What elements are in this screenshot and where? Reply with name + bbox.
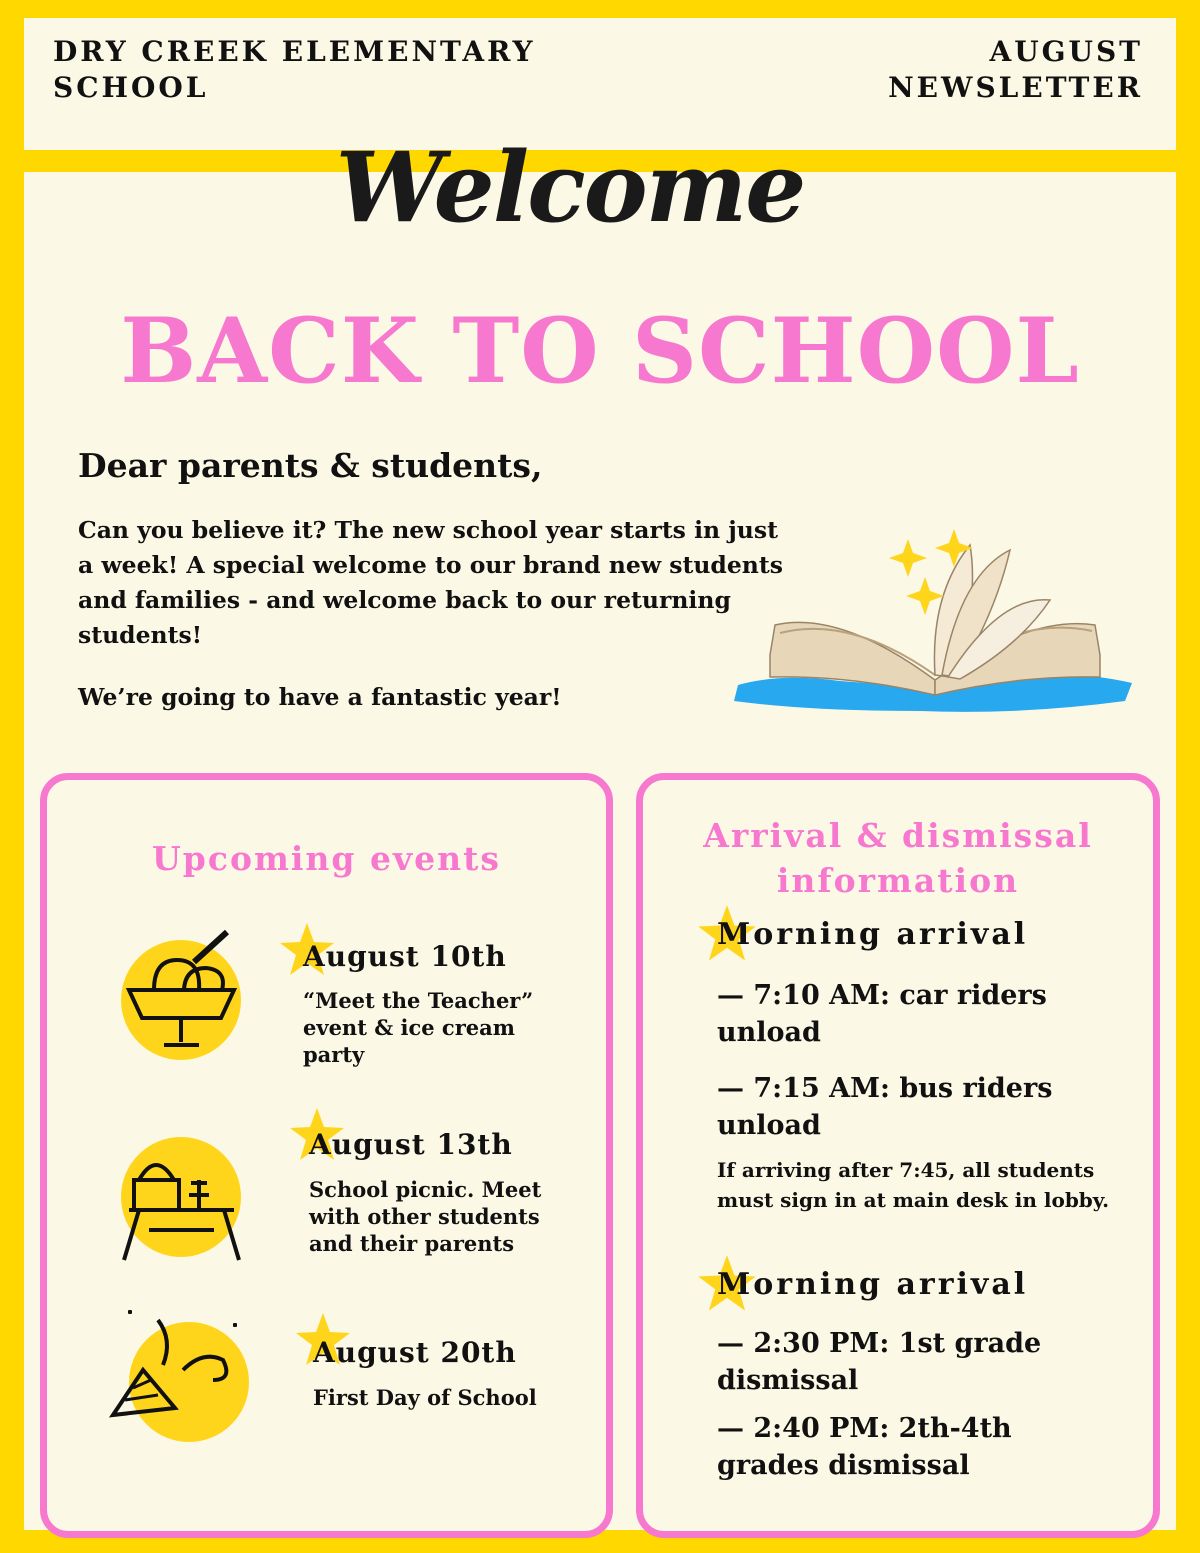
schedule-item: — 2:30 PM: 1st grade dismissal	[717, 1328, 1042, 1396]
letter-greeting: Dear parents & students,	[78, 446, 543, 485]
schedule-item: — 7:10 AM: car riders unload	[717, 980, 1047, 1048]
arrival-dismissal-panel	[636, 773, 1160, 1538]
schedule-item: — 2:40 PM: 2th-4th grades dismissal	[717, 1413, 1012, 1481]
schedule-item: — 7:15 AM: bus riders unload	[717, 1073, 1053, 1141]
event-description: First Day of School	[313, 1385, 537, 1410]
school-name: DRY CREEK ELEMENTARY SCHOOL	[53, 35, 536, 104]
welcome-script-title: Welcome	[335, 131, 805, 244]
arrival-dismissal-title: Arrival & dismissal information	[703, 816, 1093, 900]
party-popper-icon	[103, 1300, 253, 1450]
event-date: August 10th	[303, 940, 507, 973]
ice-cream-icon	[109, 920, 259, 1070]
upcoming-events-panel	[40, 773, 613, 1538]
event-description: School picnic. Meet with other students and their parents	[309, 1177, 542, 1256]
dismissal-heading: Morning arrival	[717, 1267, 1029, 1302]
letter-closing: We’re going to have a fantastic year!	[78, 683, 562, 711]
event-date: August 20th	[313, 1336, 517, 1369]
late-arrival-note: If arriving after 7:45, all students must sign in at main desk in lobby.	[717, 1158, 1110, 1212]
picnic-table-icon	[109, 1125, 259, 1275]
newsletter-issue: AUGUST NEWSLETTER	[888, 35, 1143, 104]
open-book-icon	[720, 505, 1150, 730]
back-to-school-title: BACK TO SCHOOL	[120, 298, 1080, 404]
morning-arrival-heading: Morning arrival	[717, 917, 1029, 952]
upcoming-events-title: Upcoming events	[152, 839, 501, 878]
event-description: “Meet the Teacher” event & ice cream party	[303, 988, 534, 1067]
event-date: August 13th	[309, 1128, 513, 1161]
letter-body: Can you believe it? The new school year starts in just a week! A special welcome to our brand new students and families - and welcome back to our returning students!	[78, 516, 783, 649]
